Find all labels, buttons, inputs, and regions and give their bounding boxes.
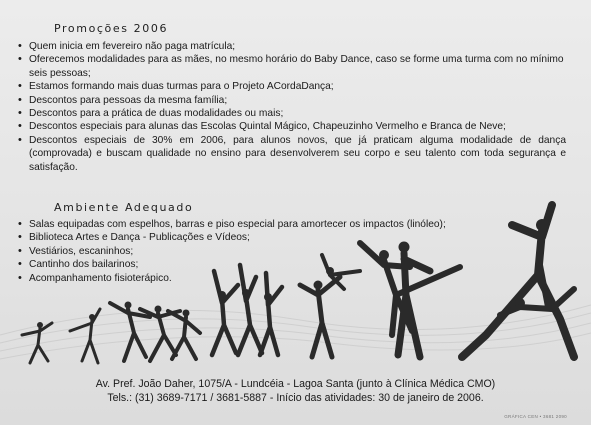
contact-line: Tels.: (31) 3689-7171 / 3681-5887 - Início das atividades: 30 de janeiro de 2006. [107,392,484,404]
promo-item: • Quem inicia em fevereiro não paga matrícula; [18,40,566,53]
promocoes-heading: Promoções 2006 [54,22,169,35]
promo-item: • Oferecemos modalidades para as mães, no mesmo horário do Baby Dance, caso se forme uma turma com no mínimo seis pessoas; [18,53,566,80]
ambiente-item: • Biblioteca Artes e Dança - Publicações e Vídeos; [18,231,538,244]
promo-item: • Estamos formando mais duas turmas para o Projeto ACordaDança; [18,80,566,93]
dancer-figure-8 [260,273,282,355]
promo-item: • Descontos para pessoas da mesma família; [18,94,566,107]
ambiente-item: • Acompanhamento fisioterápico. [18,272,538,285]
ambiente-item: • Vestiários, escaninhos; [18,245,538,258]
dancer-figure-13 [462,205,574,357]
ambiente-item: • Cantinho dos bailarinos; [18,258,538,271]
dancers-illustration [0,185,591,385]
dancer-figure-7 [238,265,262,355]
promo-item: • Descontos especiais de 30% em 2006, para alunos novos, que já praticam alguma modalidade de dança (comprovada) e buscam qualidade no ensino para desenvolverem seu corpo e seu talento com toda segurança e satisfação. [18,134,566,174]
ambiente-heading: Ambiente Adequado [54,201,194,214]
dancer-figure-6 [212,271,238,355]
address-line: Av. Pref. João Daher, 1075/A - Lundcéia - Lagoa Santa (junto à Clínica Médica CMO) [95,378,496,390]
print-credit: GRÁFICA CEN • 3681 2090 [504,414,567,419]
promocoes-list [18,40,566,174]
promo-item: • Descontos especiais para alunas das Escolas Quintal Mágico, Chapeuzinho Vermelho e Branca de Neve; [18,120,566,133]
ambiente-item: • Salas equipadas com espelhos, barras e piso especial para amortecer os impactos (linóleo); [18,218,538,231]
dancer-figure-9 [300,277,340,357]
dancer-figure-12 [398,242,430,358]
promo-item: • Descontos para a prática de duas modalidades ou mais; [18,107,566,120]
